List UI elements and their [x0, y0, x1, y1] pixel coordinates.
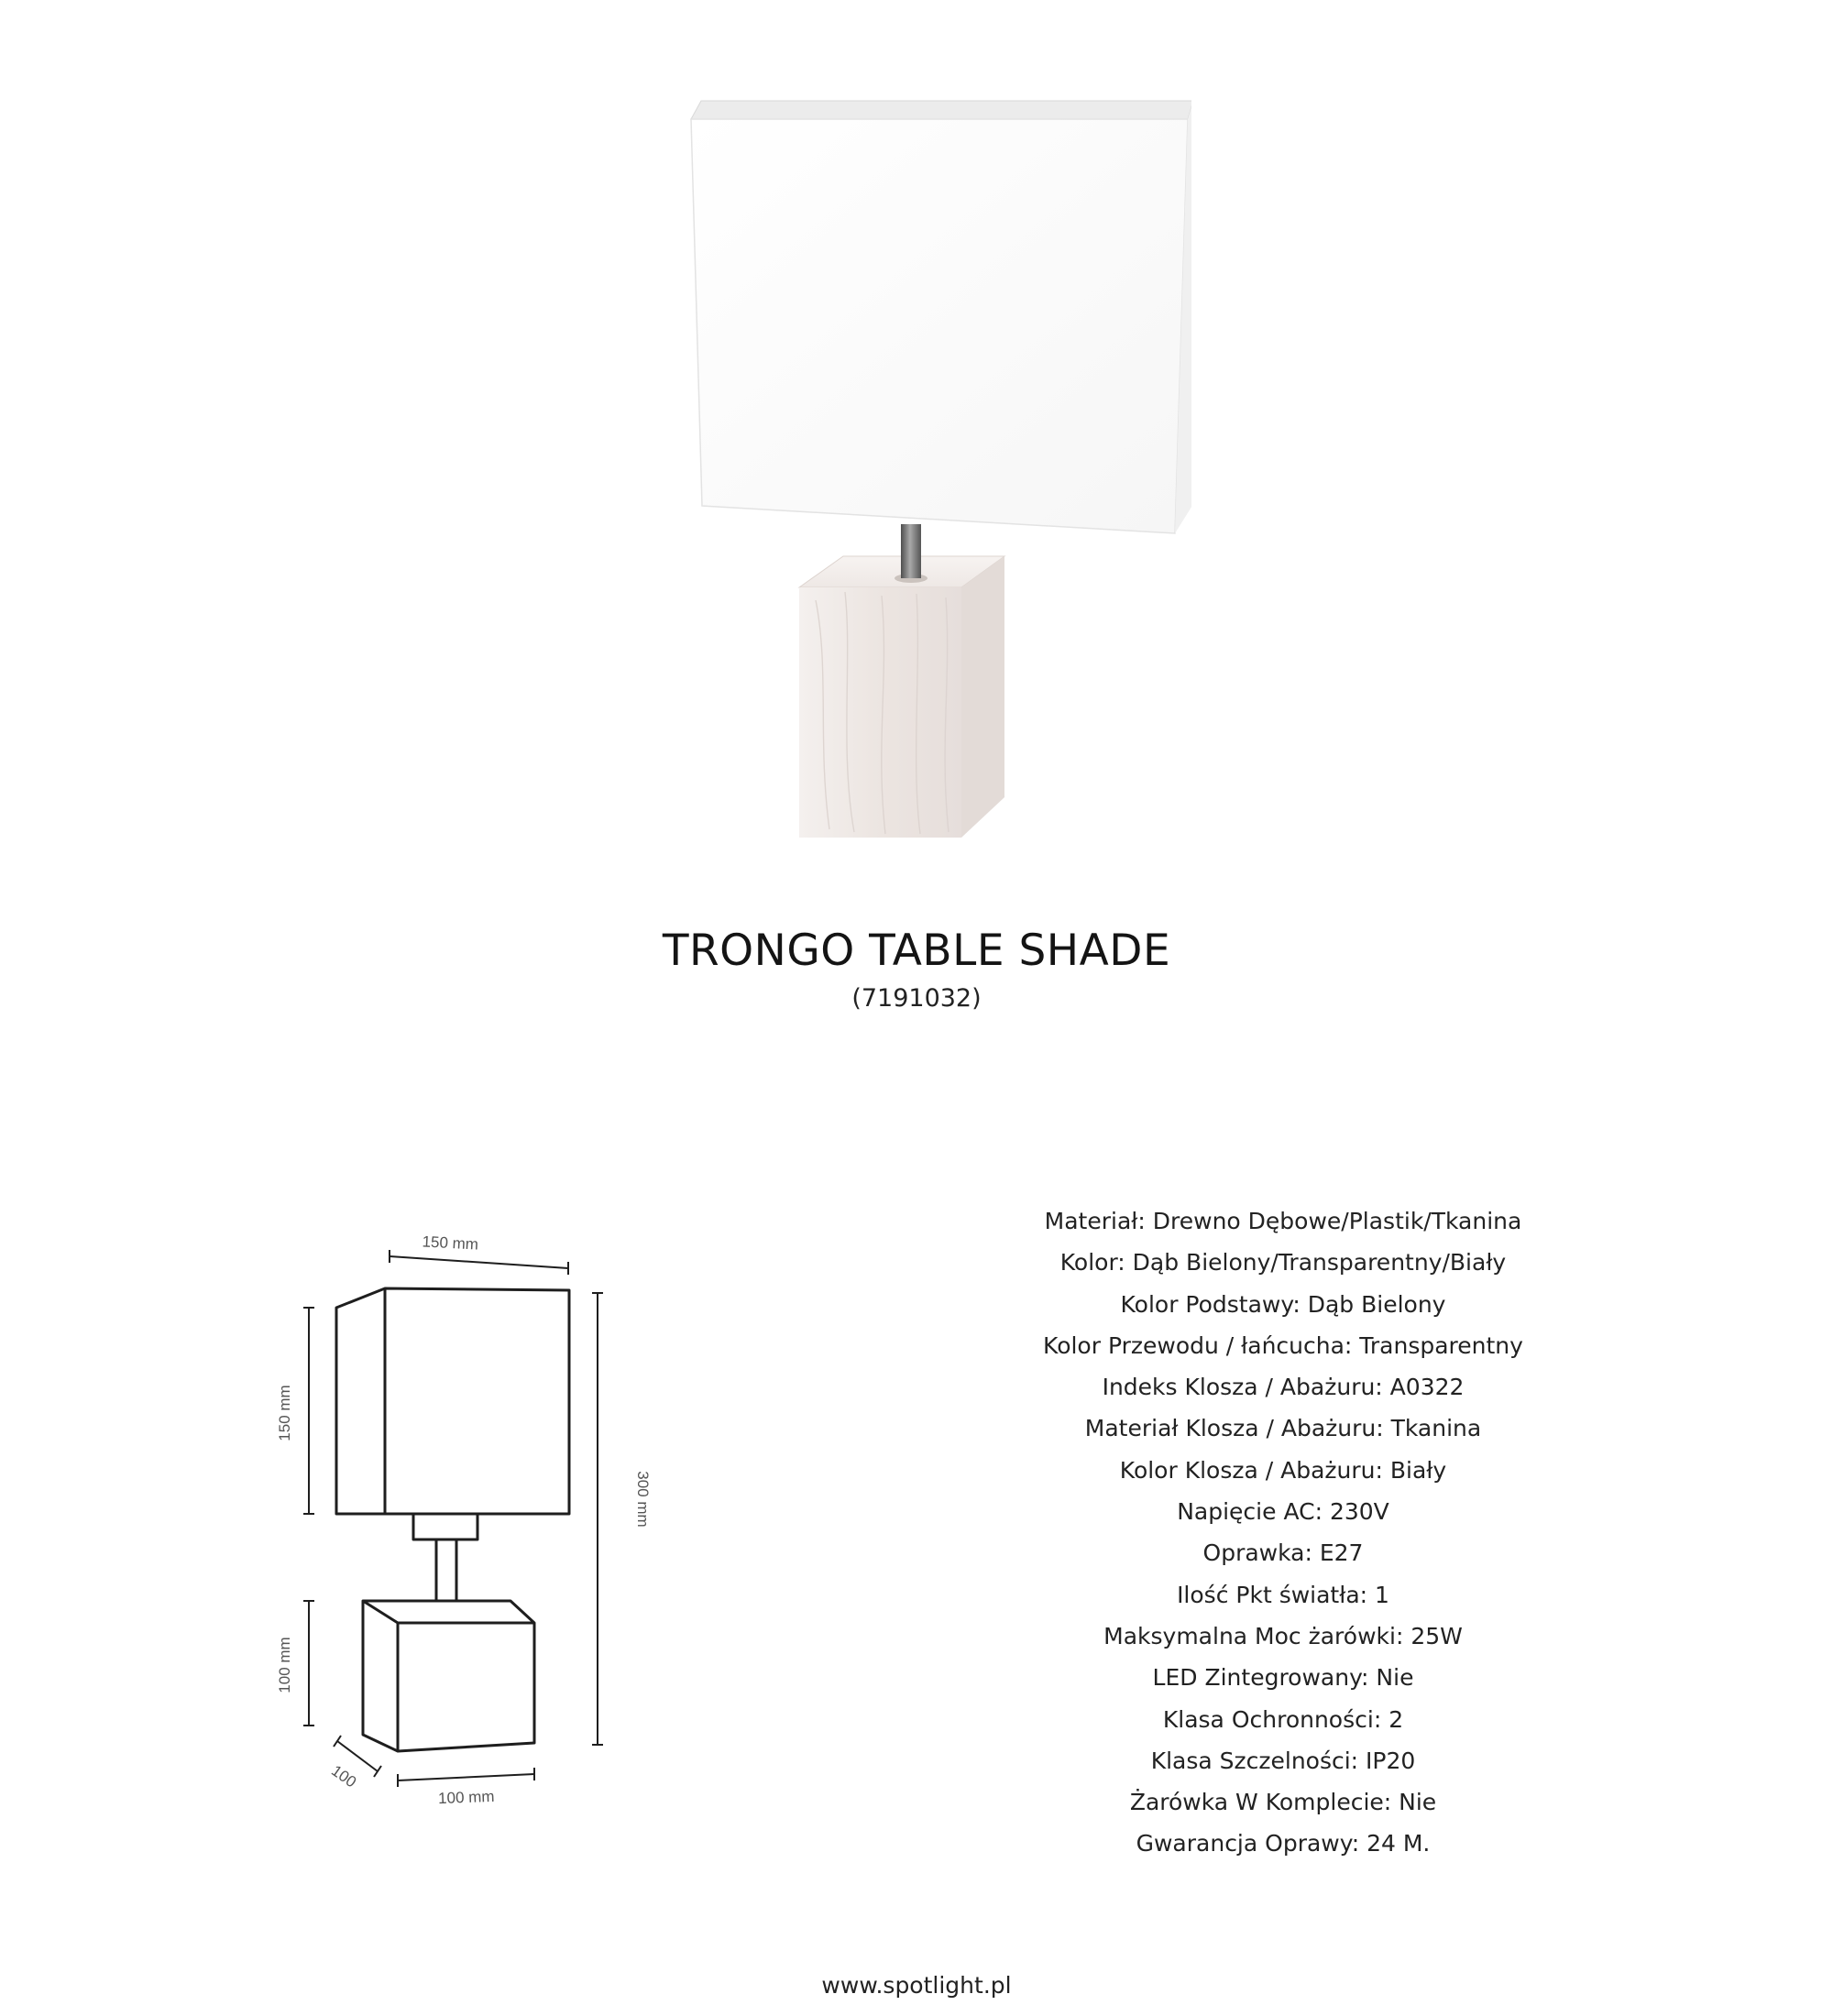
product-title: TRONGO TABLE SHADE [662, 926, 1171, 976]
title-block [0, 924, 1833, 1015]
shade-height-label: 150 mm [276, 1385, 293, 1441]
spec-item: Kolor Podstawy: Dąb Bielony [1120, 1290, 1446, 1318]
spec-item: Oprawka: E27 [1202, 1539, 1364, 1567]
rod-outline [436, 1539, 456, 1601]
spec-item: LED Zintegrowany: Nie [1152, 1664, 1414, 1692]
spec-item: Kolor: Dąb Bielony/Transparentny/Biały [1059, 1249, 1507, 1276]
spec-item: Materiał Klosza / Abażuru: Tkanina [1084, 1415, 1482, 1442]
spec-item: Napięcie AC: 230V [1177, 1498, 1389, 1526]
spec-item: Maksymalna Moc żarówki: 25W [1103, 1622, 1463, 1649]
base-width-label: 100 mm [437, 1787, 495, 1808]
spec-item: Klasa Szczelności: IP20 [1150, 1747, 1416, 1774]
base-depth-label: 100 [328, 1761, 360, 1791]
spec-item: Indeks Klosza / Abażuru: A0322 [1102, 1374, 1465, 1401]
spec-item: Ilość Pkt światła: 1 [1177, 1581, 1389, 1608]
lamp-base [799, 556, 1004, 838]
spec-item: Materiał: Drewno Dębowe/Plastik/Tkanina [1044, 1208, 1522, 1234]
total-height-label: 300 mm [634, 1471, 652, 1528]
spec-item: Kolor Klosza / Abażuru: Biały [1119, 1456, 1447, 1484]
product-photo [642, 82, 1191, 871]
socket-outline [413, 1514, 477, 1539]
website-link[interactable]: www.spotlight.pl [821, 1972, 1012, 1999]
shade-outline [336, 1288, 569, 1514]
spec-item: Gwarancja Oprawy: 24 M. [1136, 1830, 1431, 1857]
product-code: (7191032) [851, 984, 982, 1013]
lamp-shade [691, 101, 1191, 533]
spec-item: Kolor Przewodu / łańcucha: Transparentny [1043, 1331, 1523, 1359]
spec-item: Klasa Ochronności: 2 [1162, 1705, 1404, 1733]
base-height-label: 100 mm [276, 1637, 293, 1693]
dimension-drawing [266, 1210, 669, 1814]
shade-width-label: 150 mm [422, 1233, 479, 1254]
spec-item: Żarówka W Komplecie: Nie [1129, 1789, 1437, 1816]
spec-list [916, 1200, 1650, 1865]
